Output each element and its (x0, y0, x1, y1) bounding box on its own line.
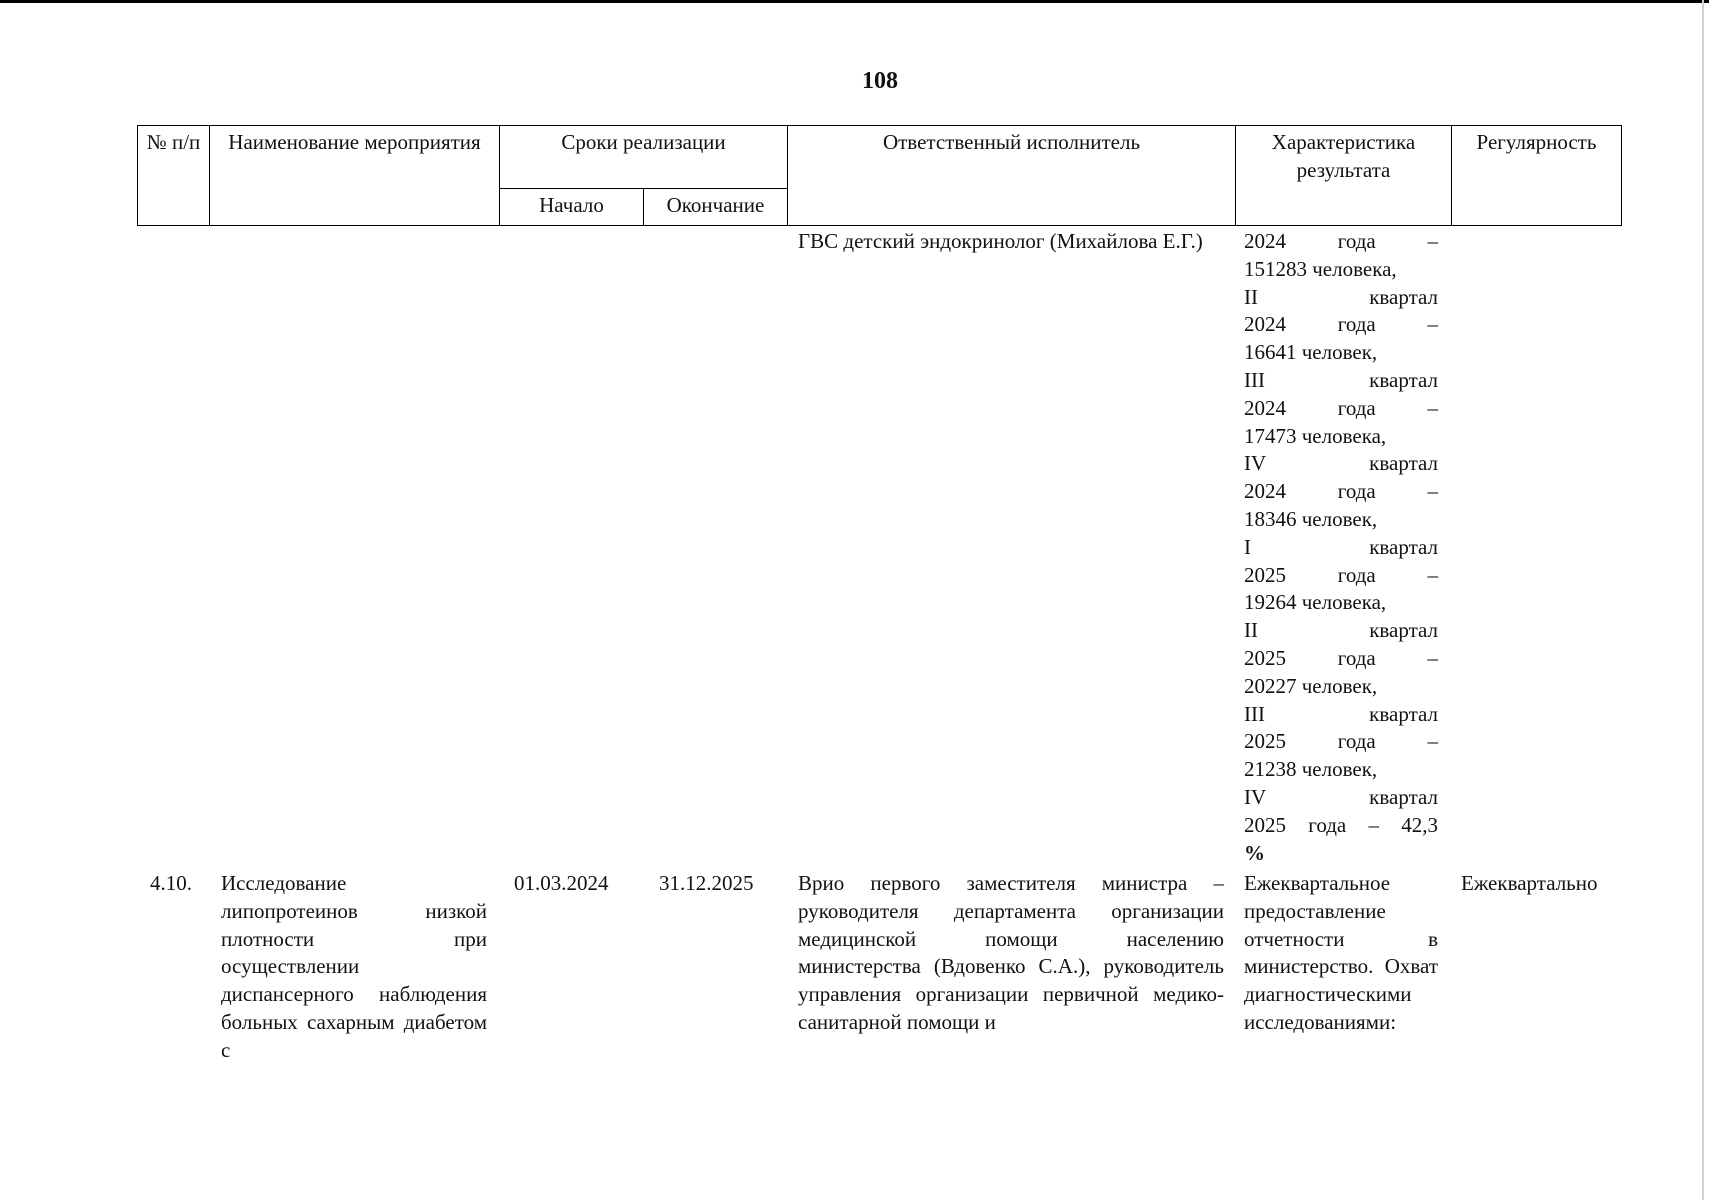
header-col-regularity: Регулярность (1452, 126, 1622, 226)
header-col-dates: Сроки реализации (500, 126, 788, 189)
result-line: 2025 года – 42,3 (1244, 812, 1438, 837)
header-col-number: № п/п (138, 126, 210, 226)
cell-result (1244, 228, 1438, 867)
result-line: 2024 года – (1244, 395, 1438, 420)
table-header (137, 125, 1622, 226)
result-line: 2025 года – (1244, 562, 1438, 587)
header-col-executor: Ответственный исполнитель (788, 126, 1236, 226)
cell-end: 31.12.2025 (659, 871, 754, 895)
result-lines (1244, 228, 1438, 840)
page-right-edge (1702, 0, 1704, 1200)
result-line: II квартал (1244, 284, 1438, 309)
cell-result: Ежеквартальное предоставление отчетности в министерство. Охват диагностическими исследованиями: (1244, 871, 1438, 1034)
result-line: 18346 человек, (1244, 506, 1378, 531)
result-tail: % (1244, 840, 1265, 865)
cell-name: Исследование липопротеинов низкой плотности при осуществлении диспансерного наблюдения больных сахарным диабетом с (221, 871, 487, 1062)
result-line: 2024 года – (1244, 479, 1438, 504)
cell-regularity: Ежеквартально (1461, 871, 1598, 895)
result-line: II квартал (1244, 618, 1438, 643)
result-line: 20227 человек, (1244, 673, 1378, 698)
cell-executor: ГВС детский эндокринолог (Михайлова Е.Г.) (798, 229, 1203, 253)
result-line: III квартал (1244, 701, 1438, 726)
result-line: III квартал (1244, 367, 1438, 392)
result-line: 2024 года – (1244, 229, 1438, 253)
header-col-end: Окончание (644, 189, 788, 226)
cell-number: 4.10. (150, 871, 192, 895)
result-line: 16641 человек, (1244, 340, 1378, 365)
result-line: 2025 года – (1244, 729, 1438, 754)
result-line: I квартал (1244, 534, 1438, 559)
result-line: 151283 человека, (1244, 256, 1397, 281)
result-line: 19264 человека, (1244, 590, 1387, 615)
cell-executor: Врио первого заместителя министра – руководителя департамента организации медицинской помощи населению министерства (Вдовенко С.А.), руководитель управления организации первичной медико-санитарной помощи и (798, 871, 1224, 1034)
page-top-edge (0, 0, 1709, 3)
result-line: 2025 года – (1244, 645, 1438, 670)
result-line: 17473 человека, (1244, 423, 1387, 448)
result-line: 2024 года – (1244, 312, 1438, 337)
cell-start: 01.03.2024 (514, 871, 609, 895)
result-line: IV квартал (1244, 451, 1438, 476)
result-line: IV квартал (1244, 784, 1438, 809)
page-number: 108 (862, 68, 898, 94)
result-line: 21238 человек, (1244, 757, 1378, 782)
header-col-name: Наименование мероприятия (210, 126, 500, 226)
header-col-start: Начало (500, 189, 644, 226)
header-col-result: Характеристика результата (1236, 126, 1452, 226)
